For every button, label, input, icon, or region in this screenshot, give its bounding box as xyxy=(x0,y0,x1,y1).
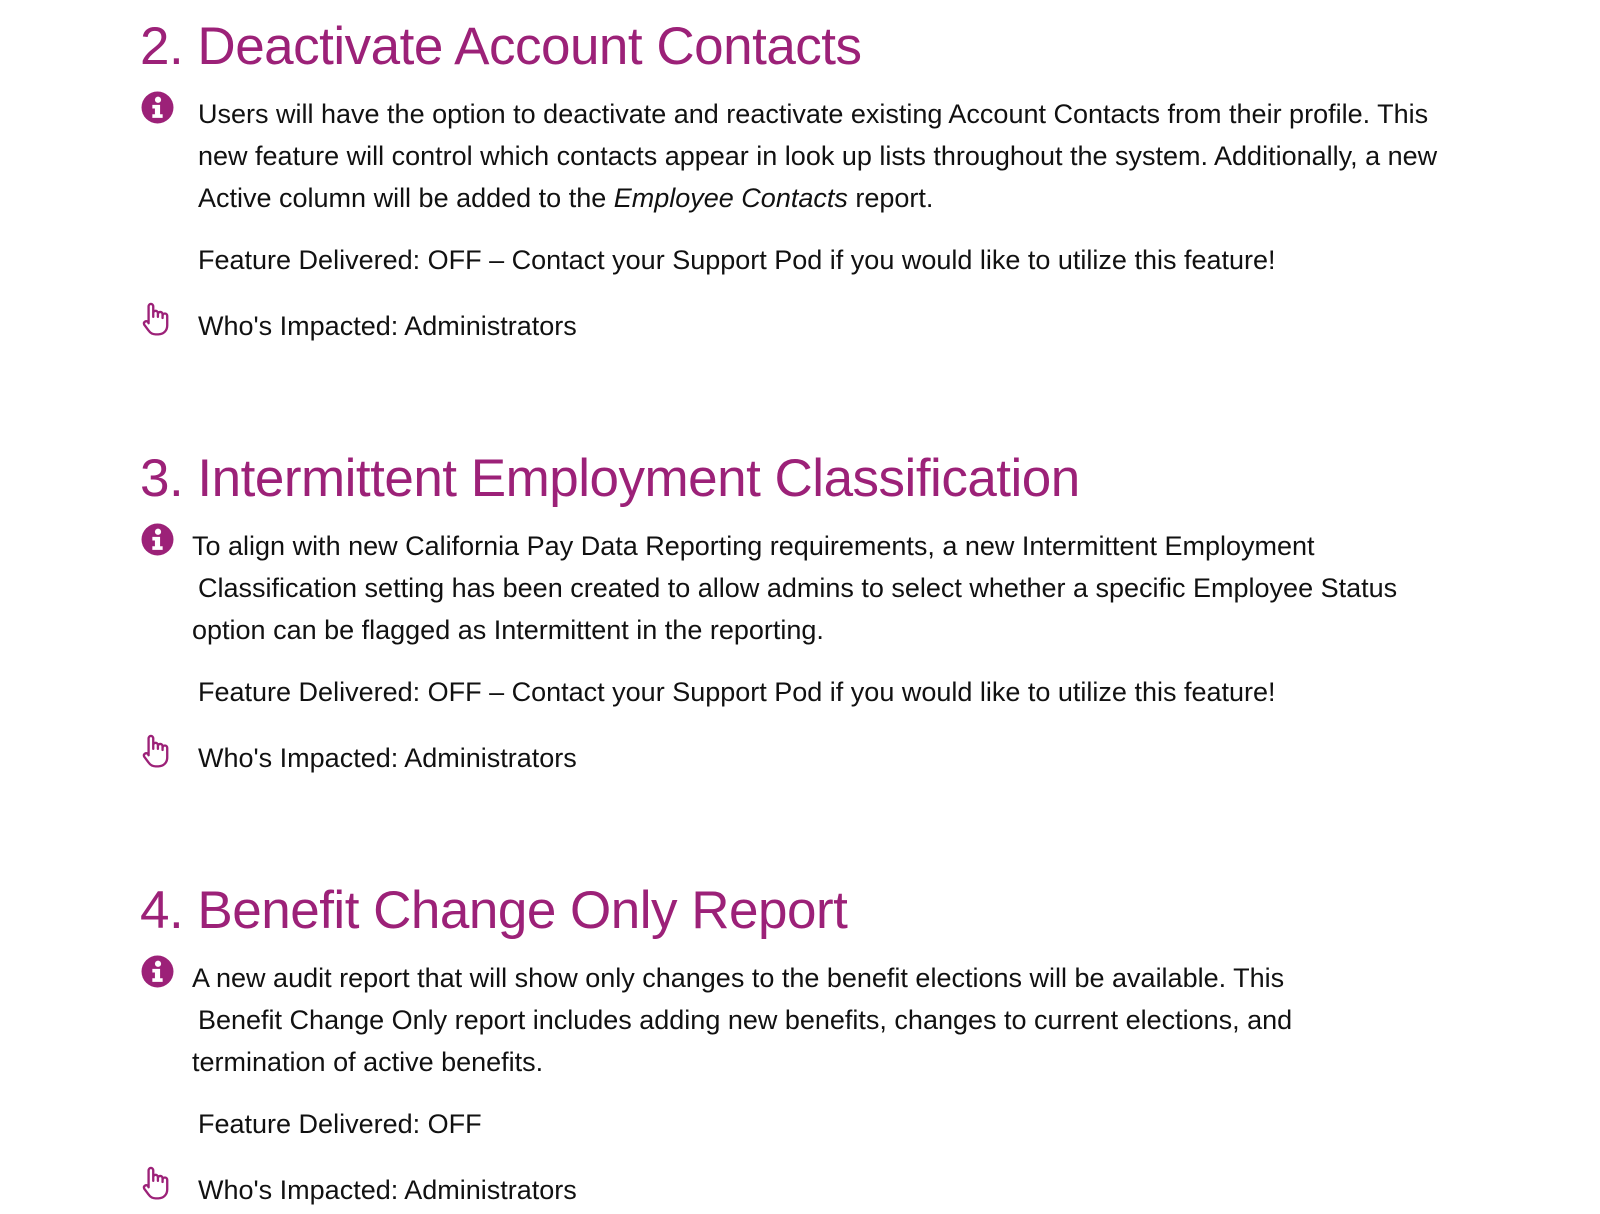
info-circle-icon xyxy=(141,91,174,124)
description-rest: Classification setting has been created to allow admins to select whether a specific Employee Status option can be flagged as Intermittent in the reporting. xyxy=(192,573,1398,645)
feature-delivered-status: Feature Delivered: OFF – Contact your Support Pod if you would like to utilize this feature! xyxy=(198,677,1276,707)
feature-delivered-status: Feature Delivered: OFF xyxy=(198,1109,482,1139)
pointing-hand-icon xyxy=(139,1165,173,1201)
section-heading: 4. Benefit Change Only Report xyxy=(140,881,848,940)
section-heading: 3. Intermittent Employment Classification xyxy=(140,449,1080,508)
pointing-hand-icon xyxy=(139,733,173,769)
section-description xyxy=(198,93,1438,219)
whos-impacted: Who's Impacted: Administrators xyxy=(198,743,577,773)
description-first-line: A new audit report that will show only changes to the benefit elections will be available. This xyxy=(192,963,1285,993)
section-description xyxy=(192,957,1432,1083)
feature-delivered-status: Feature Delivered: OFF – Contact your Support Pod if you would like to utilize this feature! xyxy=(198,245,1276,275)
section-heading: 2. Deactivate Account Contacts xyxy=(140,17,862,76)
description-rest: Benefit Change Only report includes adding new benefits, changes to current elections, and termination of active benefits. xyxy=(192,1005,1293,1077)
section-description xyxy=(192,525,1432,651)
description-text-end: report. xyxy=(847,183,934,213)
description-text: Users will have the option to deactivate and reactivate existing Account Contacts from their profile. This new feature will control which contacts appear in look up lists throughout the system. Additionally, a new Active column will be added to the xyxy=(198,99,1438,213)
pointing-hand-icon xyxy=(139,301,173,337)
report-name: Employee Contacts xyxy=(613,183,848,213)
whos-impacted: Who's Impacted: Administrators xyxy=(198,1175,577,1205)
description-first-line: To align with new California Pay Data Reporting requirements, a new Intermittent Employment xyxy=(192,531,1315,561)
info-circle-icon xyxy=(141,523,174,556)
info-circle-icon xyxy=(141,955,174,988)
whos-impacted: Who's Impacted: Administrators xyxy=(198,311,577,341)
